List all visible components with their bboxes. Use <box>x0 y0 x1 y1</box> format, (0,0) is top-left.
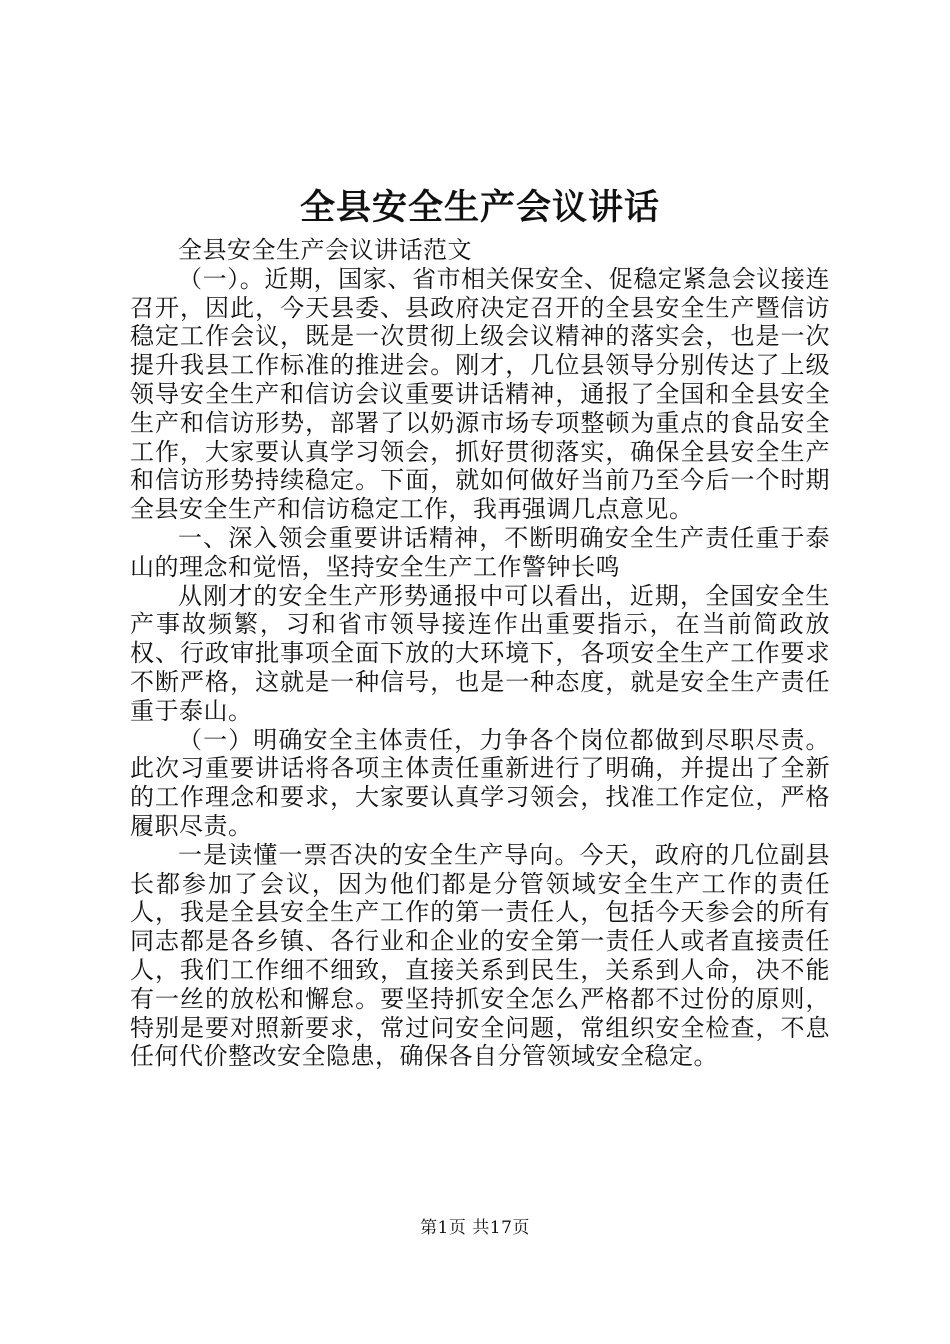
paragraph-point-one: 一是读懂一票否决的安全生产导向。今天，政府的几位副县长都参加了会议，因为他们都是分管领域安全生产工作的责任人，我是全县安全生产工作的第一责任人，包括今天参会的所有同志都是各乡镇、各行业和企业的安全第一责任人或者直接责任人，我们工作细不细致，直接关系到民生，关系到人命，决不能有一丝的放松和懈怠。要坚持抓安全怎么严格都不过份的原则，特别是要对照新要求，常过问安全问题，常组织安全检查，不息任何代价整改安全隐患，确保各自分管领域安全稳定。 <box>130 840 830 1071</box>
page-footer: 第1页 共17页 <box>420 1218 530 1238</box>
document-body <box>130 236 830 1071</box>
paragraph-heading-1: 一、深入领会重要讲话精神，不断明确安全生产责任重于泰山的理念和觉悟，坚持安全生产工作警钟长鸣 <box>130 523 830 581</box>
paragraph-subtitle: 全县安全生产会议讲话范文 <box>178 236 472 264</box>
document-page <box>130 180 830 1071</box>
paragraph-responsibility: （一）明确安全主体责任，力争各个岗位都做到尽职尽责。此次习重要讲话将各项主体责任重新进行了明确，并提出了全新的工作理念和要求，大家要认真学习领会，找准工作定位，严格履职尽责。 <box>130 725 830 840</box>
paragraph-situation: 从刚才的安全生产形势通报中可以看出，近期，全国安全生产事故频繁，习和省市领导接连作出重要指示，在当前简政放权、行政审批事项全面下放的大环境下，各项安全生产工作要求不断严格，这就是一种信号，也是一种态度，就是安全生产责任重于泰山。 <box>130 581 830 725</box>
paragraph-intro: （一）。近期，国家、省市相关保安全、促稳定紧急会议接连召开，因此，今天县委、县政府决定召开的全县安全生产暨信访稳定工作会议，既是一次贯彻上级会议精神的落实会，也是一次提升我县工作标准的推进会。刚才，几位县领导分别传达了上级领导安全生产和信访会议重要讲话精神，通报了全国和全县安全生产和信访形势，部署了以奶源市场专项整顿为重点的食品安全工作，大家要认真学习领会，抓好贯彻落实，确保全县安全生产和信访形势持续稳定。下面，就如何做好当前乃至今后一个时期全县安全生产和信访稳定工作，我再强调几点意见。 <box>130 264 830 524</box>
document-title: 全县安全生产会议讲话 <box>299 187 660 228</box>
